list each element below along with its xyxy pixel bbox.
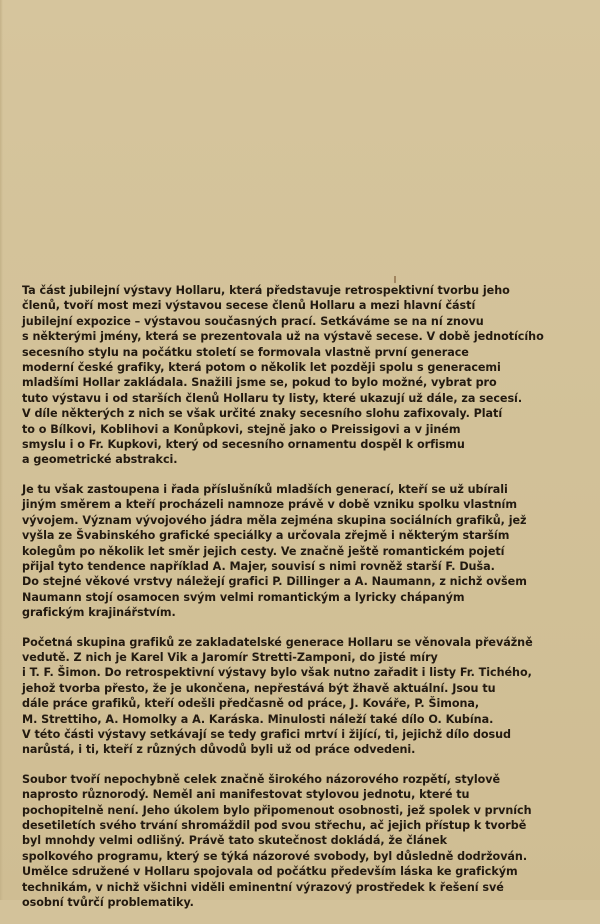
text-line: Umělce sdružené v Hollaru spojovala od počátku především láska ke grafickým — [22, 865, 518, 879]
text-line: tuto výstavu i od starších členů Hollaru ty listy, které ukazují už dále, za secesí. — [22, 391, 523, 405]
text-line: jiným směrem a kteří procházeli namnoze právě v době vzniku spolku vlastním — [22, 498, 517, 512]
ink-mark — [394, 276, 396, 283]
page-edge-shadow — [0, 0, 3, 900]
text-line: grafickým krajinářstvím. — [22, 606, 176, 620]
text-line: členů, tvoří most mezi výstavou secese členů Hollaru a mezi hlavní částí — [22, 299, 476, 313]
text-line: technikám, v nichž všichni viděli eminentní výrazový prostředek k řešení své — [22, 880, 504, 894]
text-line: pochopitelně není. Jeho úkolem bylo připomenout osobnosti, jež spolek v prvních — [22, 803, 532, 817]
text-line: jubilejní expozice – výstavou současných prací. Setkáváme se na ní znovu — [22, 314, 484, 328]
paragraph-2 — [22, 482, 578, 621]
paragraph-3 — [22, 635, 578, 758]
text-line: mladšími Hollar zakládala. Snažili jsme se, pokud to bylo možné, vybrat pro — [22, 376, 497, 390]
text-line: osobní tvůrčí problematiky. — [22, 896, 194, 910]
paragraph-1 — [22, 283, 578, 468]
text-line: spolkového programu, který se týká názorové svobody, byl důsledně dodržován. — [22, 849, 528, 863]
text-line: a geometrické abstrakci. — [22, 453, 178, 467]
text-line: přijal tyto tendence například A. Majer, souvisí s nimi rovněž starší F. Duša. — [22, 559, 495, 573]
text-line: byl mnohdy velmi odlišný. Právě tato skutečnost dokládá, že článek — [22, 834, 447, 848]
text-line: dále práce grafiků, kteří odešli předčasně od práce, J. Kováře, P. Šimona, — [22, 697, 480, 711]
text-line: vedutě. Z nich je Karel Vik a Jaromír Stretti-Zamponi, do jisté míry — [22, 650, 438, 664]
document-body — [22, 283, 578, 924]
text-line: V této části výstavy setkávají se tedy grafici mrtví i žijící, ti, jejichž dílo dosud — [22, 727, 512, 741]
text-line: naprosto různorodý. Neměl ani manifestovat stylovou jednotu, které tu — [22, 788, 470, 802]
text-line: desetiletích svého trvání shromáždil pod svou střechu, ač jejich přístup k tvorbě — [22, 819, 527, 832]
text-line: jehož tvorba přesto, že je ukončena, nepřestává být žhavě aktuální. Jsou tu — [22, 681, 496, 695]
text-line: kolegům po několik let směr jejich cesty. Ve značně ještě romantickém pojetí — [22, 544, 505, 558]
text-line: Ta část jubilejní výstavy Hollaru, která představuje retrospektivní tvorbu jeho — [22, 284, 510, 297]
text-line: moderní české grafiky, která potom o několik let později spolu s generacemi — [22, 361, 501, 375]
text-line: vyšla ze Švabinského grafické speciálky a určovala zřejmě i některým starším — [22, 529, 510, 543]
paragraph-4 — [22, 772, 578, 911]
text-line: vývojem. Význam vývojového jádra měla zejména skupina sociálních grafiků, jež — [22, 513, 527, 527]
text-line: narůstá, i ti, kteří z různých důvodů byli už od práce odvedeni. — [22, 743, 416, 757]
text-line: M. Strettiho, A. Homolky a A. Karáska. Minulosti náleží také dílo O. Kubína. — [22, 712, 494, 726]
text-line: Naumann stojí osamocen svým velmi romantickým a lyricky chápaným — [22, 590, 465, 604]
text-line: Do stejné věkové vrstvy náležejí grafici P. Dillinger a A. Naumann, z nichž ovšem — [22, 575, 527, 589]
text-line: i T. F. Šimon. Do retrospektivní výstavy bylo však nutno zařadit i listy Fr. Tichého, — [22, 666, 532, 680]
text-line: V díle některých z nich se však určité znaky secesního slohu zafixovaly. Platí — [22, 407, 503, 421]
text-line: Soubor tvoří nepochybně celek značně širokého názorového rozpětí, stylově — [22, 772, 501, 786]
text-line: secesního stylu na počátku století se formovala vlastně první generace — [22, 345, 469, 359]
text-line: smyslu i o Fr. Kupkovi, který od secesního ornamentu dospěl k orfismu — [22, 438, 465, 452]
text-line: to o Bílkovi, Koblihovi a Konůpkovi, stejně jako o Preissigovi a v jiném — [22, 422, 461, 436]
text-line: s některými jmény, která se prezentovala už na výstavě secese. V době jednotícího — [22, 330, 544, 344]
text-line: Je tu však zastoupena i řada příslušníků mladších generací, kteří se už ubírali — [22, 482, 508, 496]
text-line: Početná skupina grafiků ze zakladatelské generace Hollaru se věnovala převážně — [22, 635, 533, 649]
